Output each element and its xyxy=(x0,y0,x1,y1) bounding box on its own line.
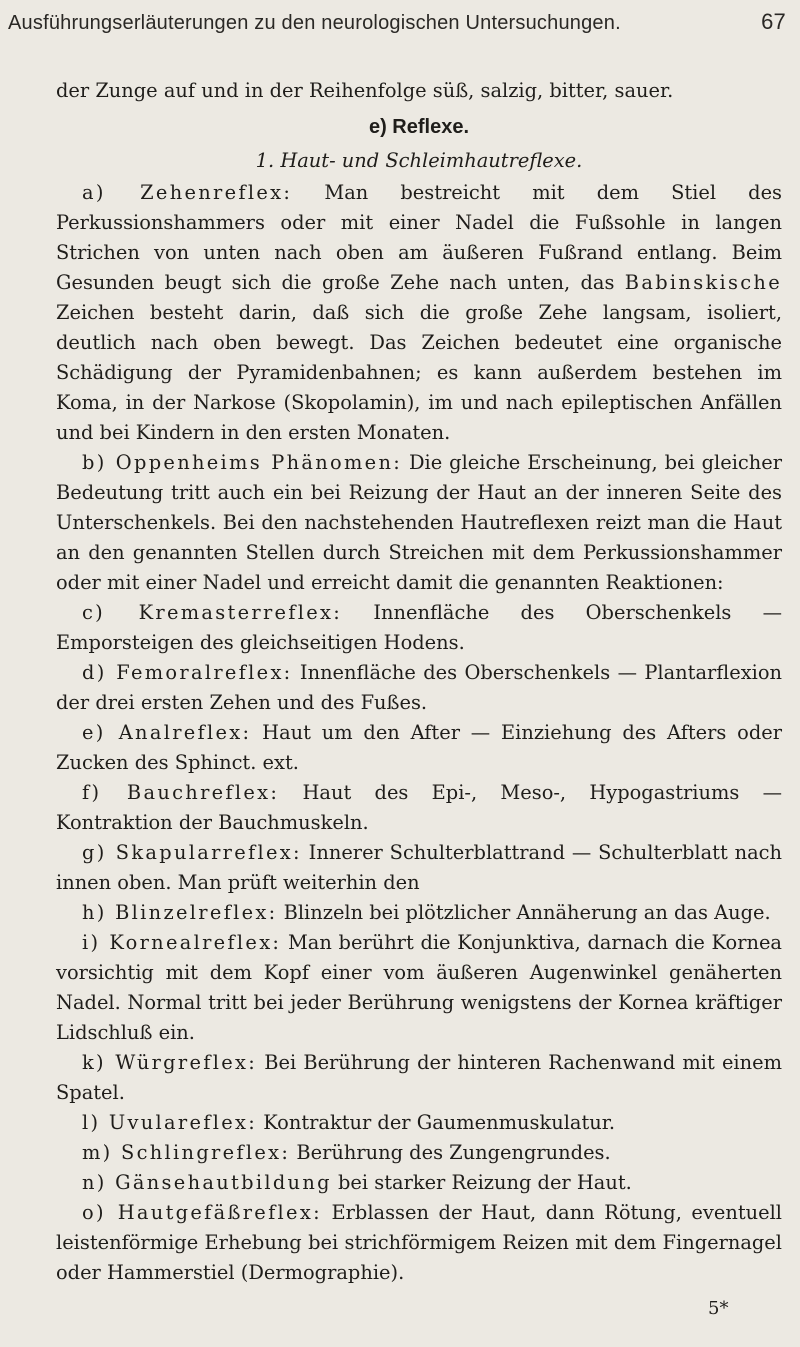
reflex-item-g: g) Skapularreflex: Innerer Schulterblattrand — Schulterblatt nach innen oben. Man prüft weiterhin den xyxy=(56,841,782,894)
subsection-title: 1. Haut- und Schleimhautreflexe. xyxy=(255,149,583,172)
page-body xyxy=(56,76,782,1288)
reflex-item-d: d) Femoralreflex: Innenfläche des Oberschenkels — Plantarflexion der drei ersten Zehen und des Fußes. xyxy=(56,661,782,714)
reflex-item-f: f) Bauchreflex: Haut des Epi-, Meso-, Hypogastriums — Kontraktion der Bauchmuskeln. xyxy=(56,781,782,834)
reflex-label: d) Femoralreflex: xyxy=(82,661,293,684)
reflex-item-i: i) Kornealreflex: Man berührt die Konjunktiva, darnach die Kornea vorsichtig mit dem Kopf einer vom äußeren Augenwinkel genäherten Nadel. Normal tritt bei jeder Berührung wenigstens der Kornea kräftiger Lidschluß ein. xyxy=(56,931,782,1044)
intro-paragraph: der Zunge auf und in der Reihenfolge süß, salzig, bitter, sauer. xyxy=(56,79,674,102)
reflex-item-c: c) Kremasterreflex: Innenfläche des Oberschenkels — Emporsteigen des gleichseitigen Hodens. xyxy=(56,601,782,654)
reflex-label: o) Hautgefäßreflex: xyxy=(82,1201,322,1224)
reflex-label: b) Oppenheims Phänomen: xyxy=(82,451,403,474)
reflex-label: a) Zehenreflex: xyxy=(82,181,293,204)
reflex-label: k) Würgreflex: xyxy=(82,1051,258,1074)
reflex-item-m: m) Schlingreflex: Berührung des Zungengrundes. xyxy=(82,1141,611,1164)
reflex-item-e: e) Analreflex: Haut um den After — Einziehung des Afters oder Zucken des Sphinct. ext. xyxy=(56,721,782,774)
reflex-item-b: b) Oppenheims Phänomen: Die gleiche Erscheinung, bei gleicher Bedeutung tritt auch ein bei Reizung der Haut an der inneren Seite des Unterschenkels. Bei den nachstehenden Hautreflexen reizt man die Haut an den genannten Stellen durch Streichen mit dem Perkussionshammer oder mit einer Nadel und erreicht damit die genannten Reaktionen: xyxy=(56,451,782,594)
page-number: 67 xyxy=(761,9,786,34)
reflex-label: m) Schlingreflex: xyxy=(82,1141,291,1164)
signature-mark: 5* xyxy=(708,1298,729,1319)
reflex-item-k: k) Würgreflex: Bei Berührung der hinteren Rachenwand mit einem Spatel. xyxy=(56,1051,782,1104)
reflex-label: h) Blinzelreflex: xyxy=(82,901,278,924)
reflex-item-n: n) Gänsehautbildung bei starker Reizung der Haut. xyxy=(82,1171,632,1194)
reflex-label: c) Kremasterreflex: xyxy=(82,601,343,624)
reflex-label: i) Kornealreflex: xyxy=(82,931,282,954)
reflex-label: l) Uvulareflex: xyxy=(82,1111,258,1134)
reflex-item-l: l) Uvulareflex: Kontraktur der Gaumenmuskulatur. xyxy=(82,1111,616,1134)
reflex-item-o: o) Hautgefäßreflex: Erblassen der Haut, dann Rötung, eventuell leistenförmige Erhebung bei strichförmigem Reizen mit dem Fingernagel oder Hammerstiel (Dermographie). xyxy=(56,1201,782,1284)
reflex-item-a: a) Zehenreflex: Man bestreicht mit dem Stiel des Perkussionshammers oder mit einer Nadel die Fußsohle in langen Strichen von unten nach oben am äußeren Fußrand entlang. Beim Gesunden beugt sich die große Zehe nach unten, das Babinskische Zeichen besteht darin, daß sich die große Zehe langsam, isoliert, deutlich nach oben bewegt. Das Zeichen bedeutet eine organische Schädigung der Pyramidenbahnen; es kann außerdem bestehen im Koma, in der Narkose (Skopolamin), im und nach epileptischen Anfällen und bei Kindern in den ersten Monaten. xyxy=(56,181,782,444)
reflex-label: n) Gänsehautbildung xyxy=(82,1171,332,1194)
babinski-term: Babinskische xyxy=(624,271,782,294)
reflex-label: g) Skapularreflex: xyxy=(82,841,302,864)
section-title: e) Reflexe. xyxy=(368,116,470,138)
reflex-label: e) Analreflex: xyxy=(82,721,252,744)
running-header xyxy=(8,9,792,35)
running-title: Ausführungserläuterungen zu den neurologischen Untersuchungen. xyxy=(8,12,621,34)
reflex-item-h: h) Blinzelreflex: Blinzeln bei plötzlicher Annäherung an das Auge. xyxy=(82,901,771,924)
reflex-label: f) Bauchreflex: xyxy=(82,781,280,804)
